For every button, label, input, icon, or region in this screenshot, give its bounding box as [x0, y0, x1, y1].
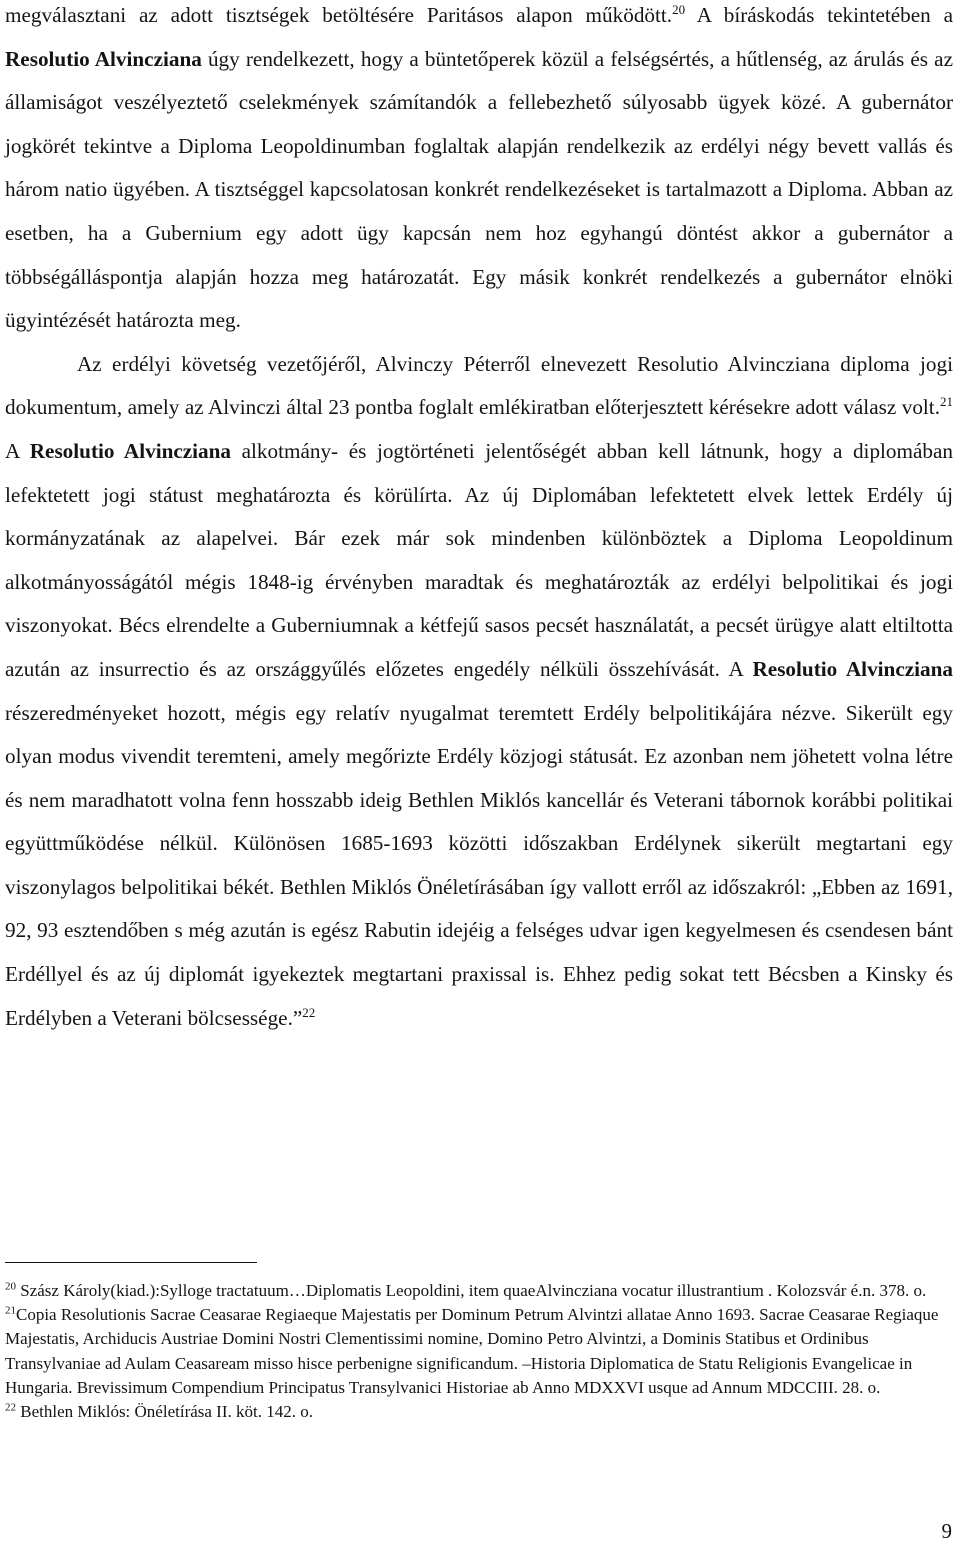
- footnote-20: [5, 1279, 953, 1303]
- footnote-ref-20: 20: [672, 1, 686, 17]
- footnote-22: [5, 1400, 953, 1424]
- page-number: 9: [941, 1519, 952, 1543]
- body-paragraph-2: [5, 343, 953, 1041]
- footnote-21: [5, 1303, 953, 1400]
- paragraph-1-bold-1: Resolutio Alvincziana: [5, 46, 202, 71]
- body-paragraph-1: [5, 0, 953, 343]
- paragraph-2-bold-1: Resolutio Alvincziana: [29, 438, 232, 463]
- paragraph-2-text-3: alkotmány- és jogtörténeti jelentőségét abban kell látnunk, hogy a diplomában lefektetett jogi státust meghatározta és körülírta. Az új Diplomában lefektetett elvek lettek Erdély új kormányzatának az alapelvei. Bár ezek már sok mindenben különböztek a Diploma Leopoldinum alkotmányosságától mégis 1848-ig érvényben maradtak és meghatározták az erdélyi belpolitikai és jogi viszonyokat. Bécs elrendelte a Guberniumnak a kétfejű sasos pecsét használatát, a pecsét ürügye alatt eltiltotta azután az insurrectio és az országgyűlés előzetes engedély nélküli összehívását. A: [5, 438, 953, 681]
- footnote-22-number: 22: [5, 1401, 16, 1414]
- footnote-ref-21: 21: [940, 394, 953, 410]
- footnote-21-text: Copia Resolutionis Sacrae Ceasarae Regiaeque Majestatis per Dominum Petrum Alvintzi allatae Anno 1693. Sacrae Ceasarae Regiaque Majestatis, Archiducis Austriae Domini Nostri Clementissimi nomine, Domino Petro Alvintzi, a Dominis Statibus et Ordinibus Transylvaniae ad Aulam Ceasaream misso hisce perbenigne significandum. –Historia Diplomatica de Statu Religionis Evangelicae in Hungaria. Brevissimum Compendium Principatus Transylvanici Historiae ab Anno MDXXVI usque ad Annum MDCCIII. 28. o.: [5, 1305, 939, 1397]
- footnote-22-text: Bethlen Miklós: Önéletírása II. köt. 142. o.: [16, 1402, 313, 1422]
- page-body: [5, 0, 953, 1040]
- footnote-ref-22: 22: [302, 1004, 316, 1020]
- paragraph-1-text-3: úgy rendelkezett, hogy a büntetőperek közül a felségsértés, a hűtlenség, az árulás és az államiságot veszélyeztető cselekmények számítandók a fellebezhető súlyosabb ügyek közé. A gubernátor jogkörét tekintve a Diploma Leopoldinumban foglaltak alapján rendelkezik az erdélyi négy bevett vallás és három natio ügyében. A tisztséggel kapcsolatosan konkrét rendelkezéseket is tartalmazott a Diploma. Abban az esetben, ha a Gubernium egy adott ügy kapcsán nem hoz egyhangú döntést akkor a gubernátor a többségálláspontja alapján hozza meg határozatát. Egy másik konkrét rendelkezés a gubernátor elnöki ügyintézését határozta meg.: [5, 46, 953, 333]
- footnote-20-text: Szász Károly(kiad.):Sylloge tractatuum…Diplomatis Leopoldini, item quaeAlvincziana vocatur illustrantium . Kolozsvár é.n. 378. o.: [16, 1281, 927, 1300]
- footnote-separator: [5, 1262, 257, 1263]
- footnotes: [5, 1279, 953, 1424]
- paragraph-2-bold-2: Resolutio Alvincziana: [752, 656, 953, 681]
- footnote-21-number: 21: [5, 1304, 16, 1317]
- paragraph-2-text-2: A: [5, 438, 30, 463]
- paragraph-2-text-4: részeredményeket hozott, mégis egy relatív nyugalmat teremtett Erdély belpolitikájára nézve. Sikerült egy olyan modus vivendit teremteni, amely megőrizte Erdély közjogi státusát. Ez azonban nem jöhetett volna létre és nem maradhatott volna fenn hosszabb ideig Bethlen Miklós kancellár és Veterani tábornok korábbi politikai együttműködése nélkül. Különösen 1685-1693 közötti időszakban Erdélynek sikerült megtartani egy viszonylagos belpolitikai békét. Bethlen Miklós Önéletírásában így vallott erről az időszakról: „Ebben az 1691, 92, 93 esztendőben s még azután is egész Rabutin idejéig a felséges udvar igen kegyelmesen és csendesen bánt Erdéllyel és az új diplomát igyekeztek megtartani praxissal is. Ehhez pedig sokat tett Bécsben a Kinsky és Erdélyben a Veterani bölcsessége.”: [5, 700, 953, 1030]
- paragraph-1-text-1: megválasztani az adott tisztségek betöltésére Paritásos alapon működött.: [5, 3, 673, 27]
- footnote-20-number: 20: [5, 1280, 16, 1293]
- paragraph-2-text-1: Az erdélyi követség vezetőjéről, Alvinczy Péterről elnevezett Resolutio Alvincziana diploma jogi dokumentum, amely az Alvinczi által 23 pontba foglalt emlékiratban előterjesztett kérésekre adott válasz volt.: [5, 351, 953, 420]
- paragraph-1-text-2: A bíráskodás tekintetében a: [685, 3, 953, 27]
